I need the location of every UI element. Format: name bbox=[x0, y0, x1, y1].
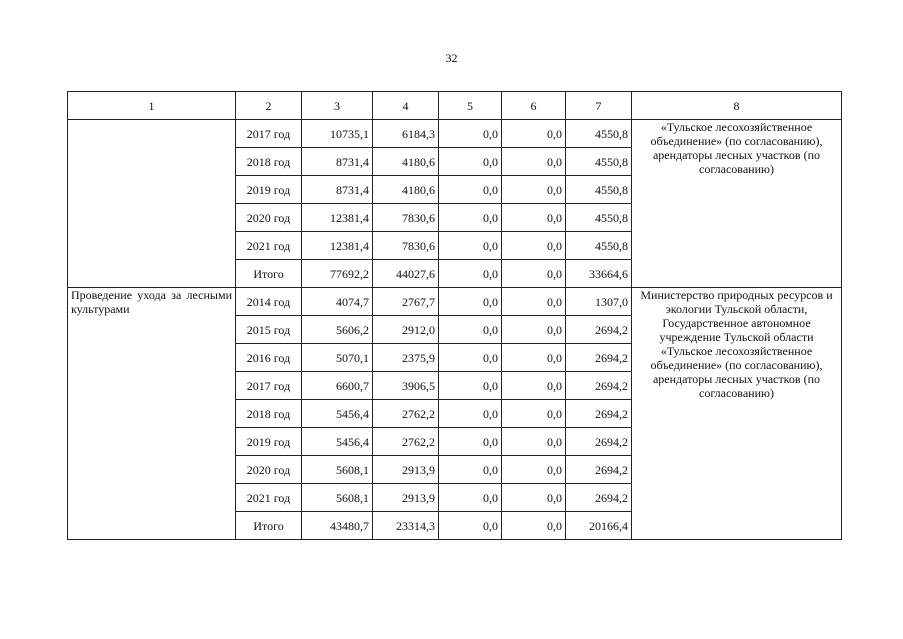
column-header: 6 bbox=[502, 92, 566, 120]
value-cell-c4: 23314,3 bbox=[373, 512, 439, 540]
value-cell-c7: 4550,8 bbox=[566, 120, 632, 148]
value-cell-c5: 0,0 bbox=[439, 456, 502, 484]
value-cell-c3: 5070,1 bbox=[302, 344, 373, 372]
table-row bbox=[68, 120, 842, 148]
year-cell: 2020 год bbox=[236, 204, 302, 232]
value-cell-c5: 0,0 bbox=[439, 428, 502, 456]
value-cell-c3: 5456,4 bbox=[302, 428, 373, 456]
value-cell-c5: 0,0 bbox=[439, 316, 502, 344]
value-cell-c6: 0,0 bbox=[502, 288, 566, 316]
year-cell: Итого bbox=[236, 512, 302, 540]
year-cell: Итого bbox=[236, 260, 302, 288]
value-cell-c3: 5606,2 bbox=[302, 316, 373, 344]
value-cell-c5: 0,0 bbox=[439, 344, 502, 372]
value-cell-c5: 0,0 bbox=[439, 484, 502, 512]
year-cell: 2015 год bbox=[236, 316, 302, 344]
value-cell-c4: 4180,6 bbox=[373, 148, 439, 176]
value-cell-c6: 0,0 bbox=[502, 484, 566, 512]
value-cell-c3: 6600,7 bbox=[302, 372, 373, 400]
column-header: 1 bbox=[68, 92, 236, 120]
value-cell-c3: 5456,4 bbox=[302, 400, 373, 428]
column-header: 4 bbox=[373, 92, 439, 120]
value-cell-c4: 2913,9 bbox=[373, 456, 439, 484]
table-body bbox=[68, 120, 842, 540]
value-cell-c5: 0,0 bbox=[439, 148, 502, 176]
value-cell-c5: 0,0 bbox=[439, 512, 502, 540]
value-cell-c5: 0,0 bbox=[439, 260, 502, 288]
table-header-row bbox=[68, 92, 842, 120]
value-cell-c7: 2694,2 bbox=[566, 400, 632, 428]
value-cell-c3: 77692,2 bbox=[302, 260, 373, 288]
value-cell-c3: 43480,7 bbox=[302, 512, 373, 540]
column-header: 7 bbox=[566, 92, 632, 120]
value-cell-c4: 2762,2 bbox=[373, 400, 439, 428]
value-cell-c5: 0,0 bbox=[439, 400, 502, 428]
value-cell-c4: 6184,3 bbox=[373, 120, 439, 148]
value-cell-c4: 4180,6 bbox=[373, 176, 439, 204]
value-cell-c6: 0,0 bbox=[502, 316, 566, 344]
table-row bbox=[68, 288, 842, 316]
activity-description: Проведение ухода за лесными культурами bbox=[68, 288, 236, 540]
value-cell-c7: 4550,8 bbox=[566, 176, 632, 204]
value-cell-c4: 7830,6 bbox=[373, 204, 439, 232]
value-cell-c3: 12381,4 bbox=[302, 232, 373, 260]
column-header: 3 bbox=[302, 92, 373, 120]
year-cell: 2019 год bbox=[236, 428, 302, 456]
value-cell-c7: 2694,2 bbox=[566, 428, 632, 456]
program-table bbox=[67, 91, 842, 540]
value-cell-c7: 4550,8 bbox=[566, 204, 632, 232]
value-cell-c6: 0,0 bbox=[502, 512, 566, 540]
value-cell-c7: 33664,6 bbox=[566, 260, 632, 288]
value-cell-c4: 2375,9 bbox=[373, 344, 439, 372]
value-cell-c4: 2913,9 bbox=[373, 484, 439, 512]
value-cell-c6: 0,0 bbox=[502, 232, 566, 260]
value-cell-c6: 0,0 bbox=[502, 120, 566, 148]
value-cell-c7: 20166,4 bbox=[566, 512, 632, 540]
year-cell: 2019 год bbox=[236, 176, 302, 204]
value-cell-c7: 4550,8 bbox=[566, 148, 632, 176]
year-cell: 2020 год bbox=[236, 456, 302, 484]
responsible-organization: «Тульское лесохозяйственное объединение» (по согласованию), арендаторы лесных участков (по согласованию) bbox=[632, 120, 842, 288]
value-cell-c3: 8731,4 bbox=[302, 176, 373, 204]
value-cell-c7: 2694,2 bbox=[566, 344, 632, 372]
value-cell-c7: 2694,2 bbox=[566, 484, 632, 512]
value-cell-c5: 0,0 bbox=[439, 288, 502, 316]
value-cell-c7: 2694,2 bbox=[566, 456, 632, 484]
value-cell-c7: 4550,8 bbox=[566, 232, 632, 260]
value-cell-c4: 7830,6 bbox=[373, 232, 439, 260]
value-cell-c3: 8731,4 bbox=[302, 148, 373, 176]
responsible-organization: Министерство природных ресурсов и экологии Тульской области, Государственное автономное учреждение Тульской области «Тульское лесохозяйственное объединение» (по согласованию), арендаторы лесных участков (по согласованию) bbox=[632, 288, 842, 540]
value-cell-c6: 0,0 bbox=[502, 344, 566, 372]
value-cell-c3: 4074,7 bbox=[302, 288, 373, 316]
value-cell-c4: 2912,0 bbox=[373, 316, 439, 344]
year-cell: 2018 год bbox=[236, 400, 302, 428]
value-cell-c5: 0,0 bbox=[439, 120, 502, 148]
year-cell: 2021 год bbox=[236, 232, 302, 260]
value-cell-c3: 12381,4 bbox=[302, 204, 373, 232]
value-cell-c5: 0,0 bbox=[439, 372, 502, 400]
year-cell: 2016 год bbox=[236, 344, 302, 372]
value-cell-c6: 0,0 bbox=[502, 148, 566, 176]
value-cell-c6: 0,0 bbox=[502, 204, 566, 232]
value-cell-c4: 44027,6 bbox=[373, 260, 439, 288]
year-cell: 2017 год bbox=[236, 120, 302, 148]
value-cell-c7: 1307,0 bbox=[566, 288, 632, 316]
activity-description bbox=[68, 120, 236, 288]
column-header: 8 bbox=[632, 92, 842, 120]
column-header: 2 bbox=[236, 92, 302, 120]
value-cell-c3: 5608,1 bbox=[302, 456, 373, 484]
value-cell-c5: 0,0 bbox=[439, 232, 502, 260]
year-cell: 2018 год bbox=[236, 148, 302, 176]
value-cell-c6: 0,0 bbox=[502, 456, 566, 484]
value-cell-c7: 2694,2 bbox=[566, 372, 632, 400]
column-header: 5 bbox=[439, 92, 502, 120]
year-cell: 2017 год bbox=[236, 372, 302, 400]
value-cell-c4: 3906,5 bbox=[373, 372, 439, 400]
page-number: 32 bbox=[445, 51, 458, 65]
value-cell-c3: 10735,1 bbox=[302, 120, 373, 148]
value-cell-c4: 2767,7 bbox=[373, 288, 439, 316]
value-cell-c6: 0,0 bbox=[502, 428, 566, 456]
value-cell-c3: 5608,1 bbox=[302, 484, 373, 512]
value-cell-c6: 0,0 bbox=[502, 176, 566, 204]
year-cell: 2014 год bbox=[236, 288, 302, 316]
value-cell-c6: 0,0 bbox=[502, 400, 566, 428]
value-cell-c5: 0,0 bbox=[439, 176, 502, 204]
value-cell-c6: 0,0 bbox=[502, 372, 566, 400]
value-cell-c5: 0,0 bbox=[439, 204, 502, 232]
value-cell-c7: 2694,2 bbox=[566, 316, 632, 344]
value-cell-c4: 2762,2 bbox=[373, 428, 439, 456]
year-cell: 2021 год bbox=[236, 484, 302, 512]
value-cell-c6: 0,0 bbox=[502, 260, 566, 288]
